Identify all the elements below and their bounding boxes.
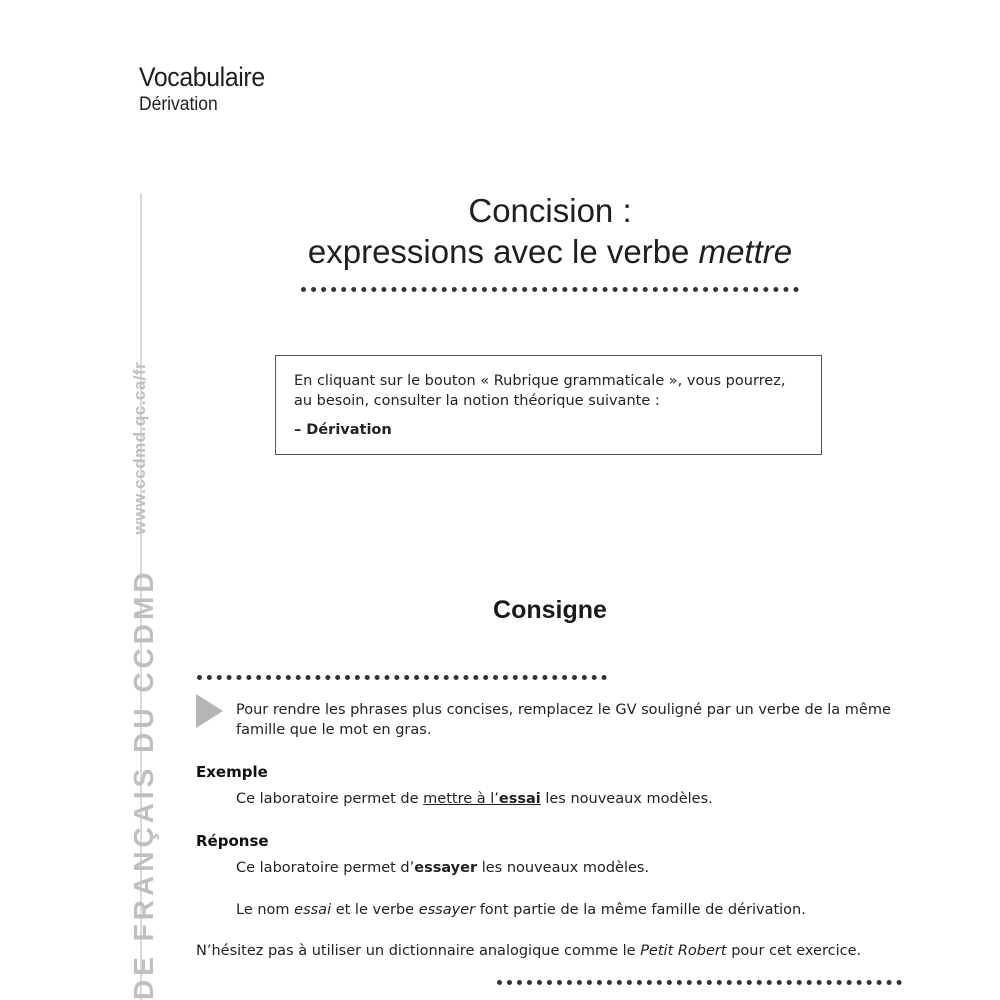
bottom-dotted-rule <box>497 980 902 985</box>
example-after: les nouveaux modèles. <box>540 791 713 807</box>
answer-label: Réponse <box>196 832 269 850</box>
answer-after: les nouveaux modèles. <box>477 860 650 876</box>
answer-bold-verb: essayer <box>414 860 478 876</box>
section-title: Vocabulaire <box>139 62 265 92</box>
example-label: Exemple <box>196 763 268 781</box>
note-i2: essayer <box>418 902 476 918</box>
note-t1: Le nom <box>236 902 295 918</box>
answer-before: Ce laboratoire permet d’ <box>236 860 415 876</box>
example-before: Ce laboratoire permet de <box>236 791 424 807</box>
sidebar-credit <box>128 362 160 1000</box>
section-label <box>139 60 276 116</box>
consigne-heading: Consigne <box>493 596 607 624</box>
example-underlined-gv <box>423 791 541 807</box>
sidebar-url: www.ccdmd.qc.ca/fr <box>130 361 149 535</box>
example-bold-word: essai <box>498 791 541 807</box>
consigne-dotted-rule <box>197 675 607 680</box>
example-underlined-text: mettre à l’ <box>423 791 499 807</box>
closing-dictionary-name: Petit Robert <box>640 943 727 959</box>
title-dotted-rule <box>301 287 799 292</box>
title-text: expressions avec le verbe <box>307 233 699 270</box>
grammar-note-box <box>275 355 822 455</box>
sidebar-publisher: DE FRANÇAIS DU CCDMD <box>128 568 159 1000</box>
section-subtitle: Dérivation <box>139 94 218 115</box>
note-text: En cliquant sur le bouton « Rubrique grammaticale », vous pourrez, au besoin, consulter la notion théorique suivante : <box>294 373 786 409</box>
note-item-derivation: – Dérivation <box>294 422 392 438</box>
example-sentence <box>236 791 713 807</box>
instruction-text: Pour rendre les phrases plus concises, remplacez le GV souligné par un verbe de la même famille que le mot en gras. <box>236 702 891 738</box>
closing-t1: N’hésitez pas à utiliser un dictionnaire analogique comme le <box>196 943 641 959</box>
answer-sentence <box>236 860 649 876</box>
title-italic-verb: mettre <box>698 233 793 270</box>
note-i1: essai <box>294 902 332 918</box>
derivation-note <box>236 902 806 918</box>
play-arrow-icon <box>196 694 223 728</box>
note-t2: et le verbe <box>331 902 419 918</box>
closing-tip <box>196 943 861 959</box>
page-title-line2 <box>0 233 1000 271</box>
closing-t2: pour cet exercice. <box>726 943 862 959</box>
note-t3: font partie de la même famille de dérivation. <box>475 902 806 918</box>
page-title-line1: Concision : <box>468 192 632 229</box>
